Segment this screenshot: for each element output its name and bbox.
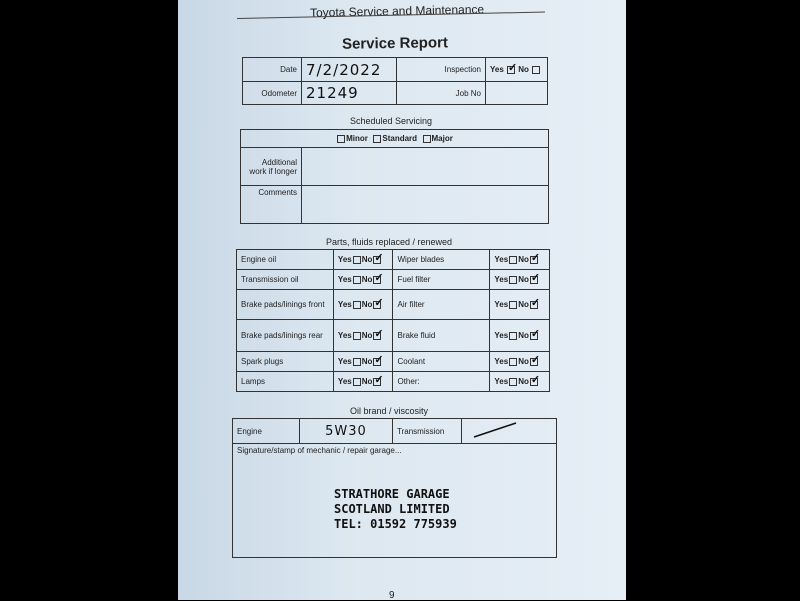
no-label: No	[518, 300, 529, 309]
engine-oil-value: 5W30	[325, 423, 367, 439]
report-title: Service Report	[341, 34, 449, 53]
no-checkbox[interactable]	[373, 251, 384, 264]
part-options[interactable]	[333, 372, 393, 392]
no-label: No	[361, 255, 373, 264]
no-label: No	[518, 331, 529, 340]
no-checkbox[interactable]	[530, 296, 541, 309]
part-label: Transmission oil	[237, 270, 334, 290]
major-label: Major	[431, 134, 453, 143]
check-mark-icon: ✓	[374, 327, 384, 340]
part-label: Air filter	[393, 290, 490, 320]
date-field[interactable]	[302, 58, 397, 82]
yes-checkbox[interactable]	[509, 301, 517, 309]
no-checkbox[interactable]	[373, 296, 384, 309]
yes-label: Yes	[494, 331, 509, 340]
yes-checkbox[interactable]	[353, 301, 361, 309]
part-options[interactable]	[490, 372, 550, 392]
yes-checkbox[interactable]	[353, 332, 361, 340]
yes-checkbox[interactable]	[509, 332, 517, 340]
yes-label: Yes	[494, 255, 509, 264]
no-checkbox[interactable]	[373, 353, 384, 366]
garage-stamp	[334, 487, 457, 532]
engine-oil-field[interactable]	[300, 419, 393, 444]
standard-label: Standard	[382, 134, 418, 143]
pen-stroke-icon	[466, 421, 526, 439]
yes-checkbox[interactable]	[509, 378, 517, 386]
part-label: Other:	[393, 372, 490, 392]
part-options[interactable]	[490, 270, 550, 290]
inspection-yes-checkbox[interactable]	[507, 61, 518, 74]
inspection-options[interactable]	[486, 58, 548, 82]
part-label: Brake pads/linings front	[237, 290, 334, 320]
date-label: Date	[243, 58, 302, 82]
odometer-field[interactable]	[302, 82, 397, 105]
comments-label: Comments	[241, 186, 302, 224]
inspection-label: Inspection	[397, 58, 486, 82]
major-checkbox[interactable]	[423, 135, 431, 143]
part-label: Lamps	[237, 372, 334, 392]
inspection-yes-label: Yes	[490, 65, 504, 74]
scheduled-table	[240, 129, 549, 224]
check-mark-icon: ✓	[374, 271, 384, 284]
yes-label: Yes	[494, 377, 509, 386]
yes-checkbox[interactable]	[353, 378, 361, 386]
scheduled-heading: Scheduled Servicing	[350, 116, 433, 126]
minor-checkbox[interactable]	[337, 135, 345, 143]
service-type-options[interactable]	[241, 130, 549, 148]
check-mark-icon: ✓	[374, 251, 384, 264]
part-options[interactable]	[333, 290, 393, 320]
stamp-line-3: TEL: 01592 775939	[334, 517, 457, 531]
yes-label: Yes	[337, 255, 352, 264]
no-checkbox[interactable]	[530, 373, 541, 386]
no-label: No	[361, 357, 373, 366]
check-mark-icon: ✓	[374, 353, 384, 366]
transmission-oil-field[interactable]	[462, 419, 557, 444]
standard-checkbox[interactable]	[373, 135, 381, 143]
parts-row	[237, 352, 550, 372]
parts-row	[237, 270, 550, 290]
part-label: Spark plugs	[237, 352, 334, 372]
additional-work-field[interactable]	[302, 148, 549, 186]
part-options[interactable]	[490, 352, 550, 372]
check-mark-icon: ✓	[508, 61, 518, 74]
no-label: No	[361, 275, 373, 284]
yes-label: Yes	[494, 275, 509, 284]
top-info-table	[242, 57, 548, 105]
yes-label: Yes	[494, 300, 509, 309]
no-checkbox[interactable]	[530, 271, 541, 284]
jobno-label: Job No	[397, 82, 486, 105]
parts-row	[237, 250, 550, 270]
yes-checkbox[interactable]	[353, 256, 361, 264]
transmission-oil-label: Transmission	[393, 419, 462, 444]
check-mark-icon: ✓	[374, 373, 384, 386]
no-label: No	[361, 300, 373, 309]
no-checkbox[interactable]	[373, 327, 384, 340]
no-label: No	[518, 275, 529, 284]
no-label: No	[361, 377, 373, 386]
parts-row	[237, 320, 550, 352]
check-mark-icon: ✓	[530, 271, 541, 284]
parts-heading: Parts, fluids replaced / renewed	[326, 237, 453, 247]
yes-checkbox[interactable]	[509, 358, 517, 366]
header-title: Toyota Service and Maintenance	[309, 2, 485, 20]
parts-row	[237, 290, 550, 320]
check-mark-icon: ✓	[530, 296, 541, 309]
date-value: 7/2/2022	[306, 60, 382, 79]
no-label: No	[518, 255, 529, 264]
yes-checkbox[interactable]	[353, 276, 361, 284]
yes-label: Yes	[337, 357, 352, 366]
check-mark-icon: ✓	[374, 296, 384, 309]
no-checkbox[interactable]	[373, 373, 384, 386]
part-options[interactable]	[490, 290, 550, 320]
jobno-field[interactable]	[486, 82, 548, 105]
no-checkbox[interactable]	[530, 353, 541, 366]
part-label: Brake pads/linings rear	[237, 320, 334, 352]
part-options[interactable]	[333, 320, 393, 352]
yes-label: Yes	[337, 275, 352, 284]
signature-label: Signature/stamp of mechanic / repair garage...	[237, 446, 402, 455]
yes-label: Yes	[337, 377, 352, 386]
check-mark-icon: ✓	[530, 373, 541, 386]
odometer-label: Odometer	[243, 82, 302, 105]
check-mark-icon: ✓	[530, 327, 541, 340]
yes-checkbox[interactable]	[353, 358, 361, 366]
part-label: Engine oil	[237, 250, 334, 270]
yes-label: Yes	[337, 331, 352, 340]
no-checkbox[interactable]	[373, 271, 384, 284]
parts-table	[236, 249, 550, 392]
stamp-line-2: SCOTLAND LIMITED	[334, 502, 450, 516]
check-mark-icon: ✓	[530, 353, 541, 366]
stamp-line-1: STRATHORE GARAGE	[334, 487, 450, 501]
inspection-no-label: No	[518, 65, 529, 74]
part-options[interactable]	[333, 250, 393, 270]
parts-row	[237, 372, 550, 392]
additional-work-label: Additional work if longer	[241, 148, 302, 186]
no-label: No	[361, 331, 373, 340]
no-label: No	[518, 357, 529, 366]
inspection-no-checkbox[interactable]	[532, 66, 540, 74]
yes-label: Yes	[494, 357, 509, 366]
part-label: Brake fluid	[393, 320, 490, 352]
engine-oil-label: Engine	[233, 419, 300, 444]
part-label: Wiper blades	[393, 250, 490, 270]
part-options[interactable]	[333, 352, 393, 372]
part-options[interactable]	[490, 250, 550, 270]
part-label: Coolant	[393, 352, 490, 372]
comments-field[interactable]	[302, 186, 549, 224]
check-mark-icon: ✓	[530, 251, 541, 264]
no-label: No	[518, 377, 529, 386]
yes-label: Yes	[337, 300, 352, 309]
minor-label: Minor	[346, 134, 368, 143]
page-number: 9	[389, 590, 395, 601]
yes-checkbox[interactable]	[509, 256, 517, 264]
part-options[interactable]	[333, 270, 393, 290]
oil-heading: Oil brand / viscosity	[350, 406, 429, 416]
yes-checkbox[interactable]	[509, 276, 517, 284]
no-checkbox[interactable]	[530, 327, 541, 340]
odometer-value: 21249	[306, 84, 359, 102]
no-checkbox[interactable]	[530, 251, 541, 264]
part-options[interactable]	[490, 320, 550, 352]
part-label: Fuel filter	[393, 270, 490, 290]
